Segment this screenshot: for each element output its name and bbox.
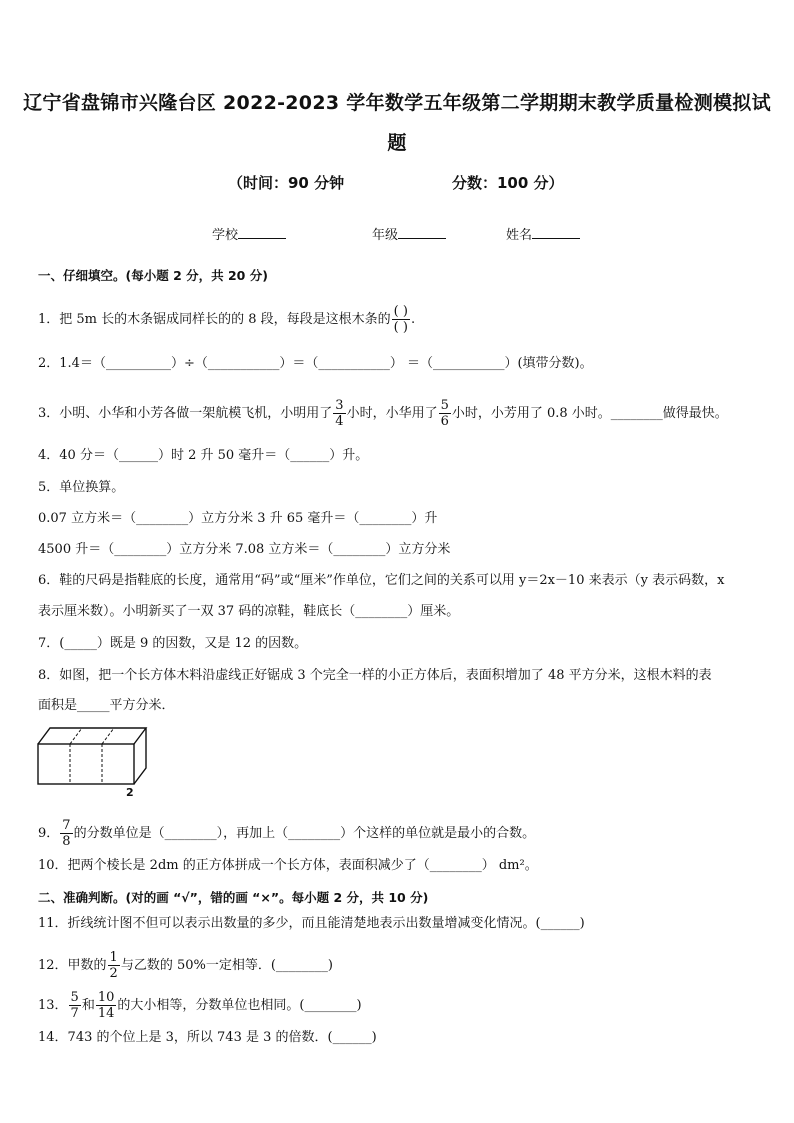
cuboid-top-face (38, 728, 146, 744)
cuboid-front-face (38, 744, 134, 784)
cuboid-edge-label: 2 (126, 786, 134, 798)
question-13 (38, 990, 362, 1021)
cuboid-figure (36, 722, 166, 802)
question-3-text-c: 小时，小芳用了 0.8 小时。________做得最快。 (451, 406, 728, 421)
frac-numerator: ( ) (393, 304, 408, 319)
frac-numerator: 10 (97, 990, 115, 1005)
grade-label: 年级 (372, 228, 399, 243)
question-1-text: 1．把 5m 长的木条锯成同样长的的 8 段，每段是这根木条的 (38, 312, 391, 327)
section-2-title: 二、准确判断。(对的画 “√”，错的画 “×”。每小题 2 分，共 10 分) (38, 890, 429, 905)
question-9-fraction (60, 818, 72, 849)
frac-numerator: 3 (335, 398, 344, 413)
question-9 (38, 818, 535, 849)
question-8-line-1: 8．如图，把一个长方体木料沿虚线正好锯成 3 个完全一样的小正方体后，表面积增加了 48 平方分米，这根木料的表 (38, 668, 712, 683)
question-6-line-1: 6．鞋的尺码是指鞋底的长度，通常用“码”或“厘米”作单位，它们之间的关系可以用 y＝2x－10 来表示（y 表示码数，x (38, 573, 725, 588)
question-9-text-b: 的分数单位是（________），再加上（________）个这样的单位就是最小的合数。 (73, 826, 536, 841)
name-label: 姓名 (506, 228, 533, 243)
question-3-fraction-1 (333, 398, 345, 429)
question-13-text-c: 的大小相等，分数单位也相同。(________) (117, 998, 362, 1013)
question-10: 10．把两个棱长是 2dm 的正方体拼成一个长方体，表面积减少了（________） dm²。 (38, 858, 538, 873)
school-field[interactable] (212, 224, 286, 243)
school-label: 学校 (212, 228, 239, 243)
question-1 (38, 304, 415, 335)
frac-denominator: 4 (335, 414, 344, 429)
question-3-fraction-2 (439, 398, 451, 429)
name-field[interactable] (506, 224, 580, 243)
question-5-title: 5．单位换算。 (38, 480, 125, 495)
question-3 (38, 398, 728, 429)
cut-line (70, 728, 82, 744)
question-13-text-a: 13． (38, 998, 68, 1013)
cuboid-diagram (36, 722, 166, 798)
question-11: 11．折线统计图不但可以表示出数量的多少，而且能清楚地表示出数量增减变化情况。(______) (38, 916, 585, 931)
frac-denominator: 2 (109, 966, 118, 981)
question-13-fraction-1 (69, 990, 81, 1021)
question-7: 7．(_____）既是 9 的因数，又是 12 的因数。 (38, 636, 308, 651)
question-6-line-2: 表示厘米数）。小明新买了一双 37 码的凉鞋，鞋底长（________）厘米。 (38, 604, 460, 619)
exam-title-line2: 题 (387, 132, 407, 154)
cut-line (102, 728, 114, 744)
school-blank[interactable] (238, 226, 286, 239)
question-13-fraction-2 (96, 990, 117, 1021)
section-1-title: 一、仔细填空。(每小题 2 分，共 20 分) (38, 268, 268, 283)
frac-denominator: 14 (97, 1006, 115, 1021)
question-2: 2．1.4＝（__________）÷（___________）＝（___________） ＝（___________）(填带分数)。 (38, 356, 593, 371)
grade-blank[interactable] (398, 226, 446, 239)
frac-denominator: ( ) (393, 320, 408, 335)
frac-denominator: 8 (62, 834, 71, 849)
frac-denominator: 7 (70, 1006, 79, 1021)
question-1-fraction (392, 304, 410, 335)
question-12-text-a: 12．甲数的 (38, 958, 107, 973)
exam-title-line1: 辽宁省盘锦市兴隆台区 2022-2023 学年数学五年级第二学期期末教学质量检测模拟试 (23, 92, 771, 114)
question-9-text-a: 9． (38, 826, 60, 841)
question-3-text-a: 3．小明、小华和小芳各做一架航模飞机，小明用了 (38, 406, 333, 421)
frac-numerator: 5 (440, 398, 449, 413)
total-score: 分数：100 分） (452, 174, 564, 192)
question-13-text-b: 和 (81, 998, 95, 1013)
question-12-text-b: 与乙数的 50%一定相等．(________) (120, 958, 333, 973)
grade-field[interactable] (372, 224, 446, 243)
frac-denominator: 6 (440, 414, 449, 429)
question-4: 4．40 分＝（______）时 2 升 50 毫升＝（______）升。 (38, 448, 369, 463)
question-12 (38, 950, 333, 981)
frac-numerator: 1 (109, 950, 118, 965)
question-5-line-1: 0.07 立方米＝（________）立方分米 3 升 65 毫升＝（________）升 (38, 511, 438, 526)
frac-numerator: 5 (70, 990, 79, 1005)
question-3-text-b: 小时，小华用了 (346, 406, 438, 421)
question-8-line-2: 面积是_____平方分米． (38, 698, 175, 713)
question-12-fraction (108, 950, 120, 981)
frac-numerator: 7 (62, 818, 71, 833)
time-limit: （时间：90 分钟 (228, 174, 345, 192)
question-1-tail: . (410, 312, 416, 327)
name-blank[interactable] (532, 226, 580, 239)
question-5-line-2: 4500 升＝（________）立方分米 7.08 立方米＝（________）立方分米 (38, 542, 451, 557)
question-14: 14．743 的个位上是 3，所以 743 是 3 的倍数．(______) (38, 1030, 377, 1045)
